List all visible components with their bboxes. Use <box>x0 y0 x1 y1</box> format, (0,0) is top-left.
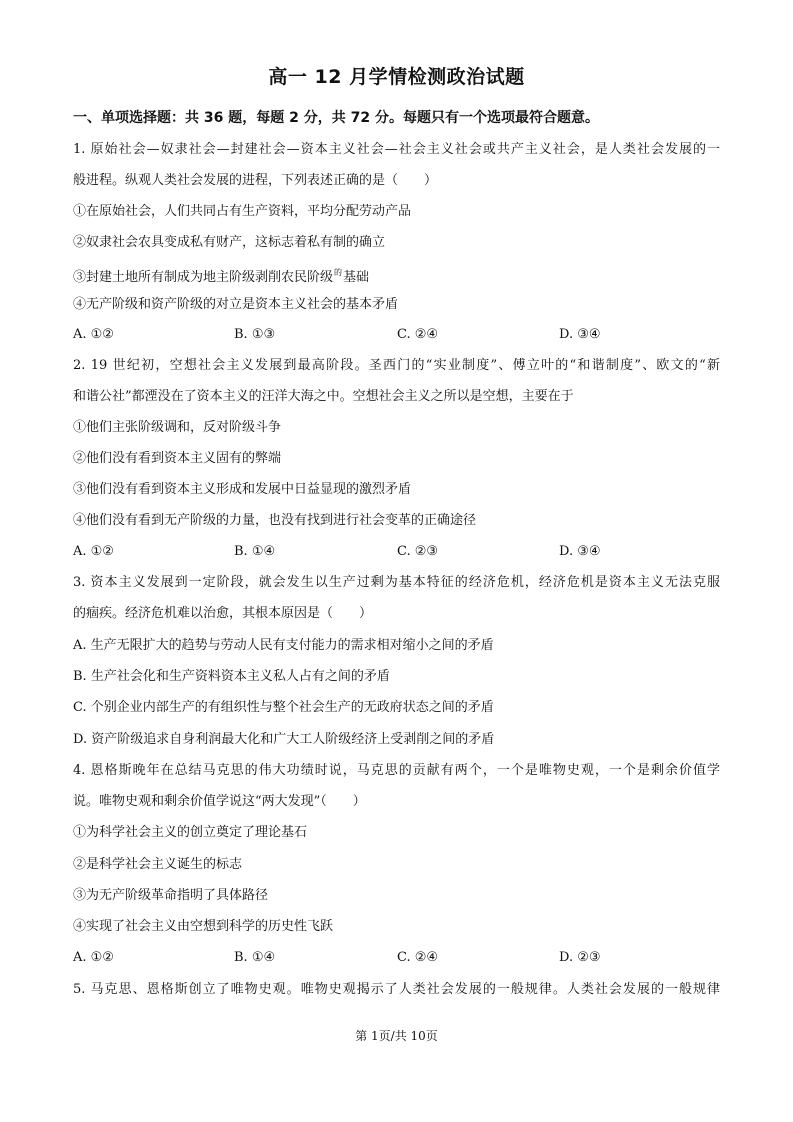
q5-stem-line1: 5. 马克思、恩格斯创立了唯物史观。唯物史观揭示了人类社会发展的一般规律。人类社会发展的一般规律 <box>73 982 720 997</box>
q1-option-c: C. ②④ <box>397 327 439 342</box>
q1-statement-3 <box>73 265 369 286</box>
q4-stem-line2: 说。唯物史观和剩余价值学说这“两大发现”（ ） <box>73 794 366 809</box>
page-footer: 第 1页/共 10页 <box>355 1029 438 1043</box>
q2-statement-1: ①他们主张阶级调和，反对阶级斗争 <box>73 420 282 435</box>
q4-stem-line1: 4. 恩格斯晚年在总结马克思的伟大功绩时说，马克思的贡献有两个，一个是唯物史观，一个是剩余价值学 <box>73 763 720 778</box>
q2-stem-line1: 2. 19 世纪初，空想社会主义发展到最高阶段。圣西门的“实业制度”、傅立叶的“和谐制度”、欧文的“新 <box>73 358 720 373</box>
q3-stem-line2: 的痼疾。经济危机难以治愈，其根本原因是（ ） <box>73 606 373 621</box>
q4-option-d: D. ②③ <box>559 950 601 965</box>
q2-statement-3: ③他们没有看到资本主义形成和发展中日益显现的激烈矛盾 <box>73 482 412 497</box>
q4-option-b: B. ①④ <box>234 950 276 965</box>
q4-statement-3: ③为无产阶级革命指明了具体路径 <box>73 888 269 903</box>
q2-statement-4: ④他们没有看到无产阶级的力量，也没有找到进行社会变革的正确途径 <box>73 513 477 528</box>
q1-statement-3-part2: 基础 <box>343 270 370 285</box>
q1-statement-3-mark: 的 <box>334 268 343 277</box>
q1-statement-1: ①在原始社会，人们共同占有生产资料，平均分配劳动产品 <box>73 204 412 219</box>
q1-option-d: D. ③④ <box>559 327 601 342</box>
q2-statement-2: ②他们没有看到资本主义固有的弊端 <box>73 451 282 466</box>
q1-stem-line1: 1. 原始社会—奴隶社会—封建社会—资本主义社会—社会主义社会或共产主义社会，是人类社会发展的一 <box>73 142 720 157</box>
q4-statement-4: ④实现了社会主义由空想到科学的历史性飞跃 <box>73 919 334 934</box>
q3-option-c: C. 个别企业内部生产的有组织性与整个社会生产的无政府状态之间的矛盾 <box>73 700 494 715</box>
q4-statement-2: ②是科学社会主义诞生的标志 <box>73 857 243 872</box>
q2-option-a: A. ①② <box>73 544 114 559</box>
page-title: 高一 12 月学情检测政治试题 <box>268 66 525 88</box>
q3-stem-line1: 3. 资本主义发展到一定阶段，就会发生以生产过剩为基本特征的经济危机，经济危机是资本主义无法克服 <box>73 575 720 590</box>
q3-option-d: D. 资产阶级追求自身利润最大化和广大工人阶级经济上受剥削之间的矛盾 <box>73 732 495 747</box>
q1-statement-2: ②奴隶社会农具变成私有财产，这标志着私有制的确立 <box>73 235 386 250</box>
q2-option-b: B. ①④ <box>234 544 276 559</box>
q2-option-c: C. ②③ <box>397 544 439 559</box>
section-header: 一、单项选择题：共 36 题，每题 2 分，共 72 分。每题只有一个选项最符合题意。 <box>73 110 599 126</box>
q4-statement-1: ①为科学社会主义的创立奠定了理论基石 <box>73 825 308 840</box>
q2-stem-line2: 和谐公社”都湮没在了资本主义的汪洋大海之中。空想社会主义之所以是空想，主要在于 <box>73 389 574 404</box>
q1-statement-3-part1: ③封建土地所有制成为地主阶级剥削农民阶级 <box>73 270 334 285</box>
q1-option-b: B. ①③ <box>234 327 276 342</box>
q2-option-d: D. ③④ <box>559 544 601 559</box>
q1-stem-line2: 般进程。纵观人类社会发展的进程，下列表述正确的是（ ） <box>73 173 438 188</box>
q3-option-b: B. 生产社会化和生产资料资本主义私人占有之间的矛盾 <box>73 669 390 684</box>
q3-option-a: A. 生产无限扩大的趋势与劳动人民有支付能力的需求相对缩小之间的矛盾 <box>73 638 494 653</box>
q4-option-a: A. ①② <box>73 950 114 965</box>
q4-option-c: C. ②④ <box>397 950 439 965</box>
q1-option-a: A. ①② <box>73 327 114 342</box>
q1-statement-4: ④无产阶级和资产阶级的对立是资本主义社会的基本矛盾 <box>73 297 399 312</box>
